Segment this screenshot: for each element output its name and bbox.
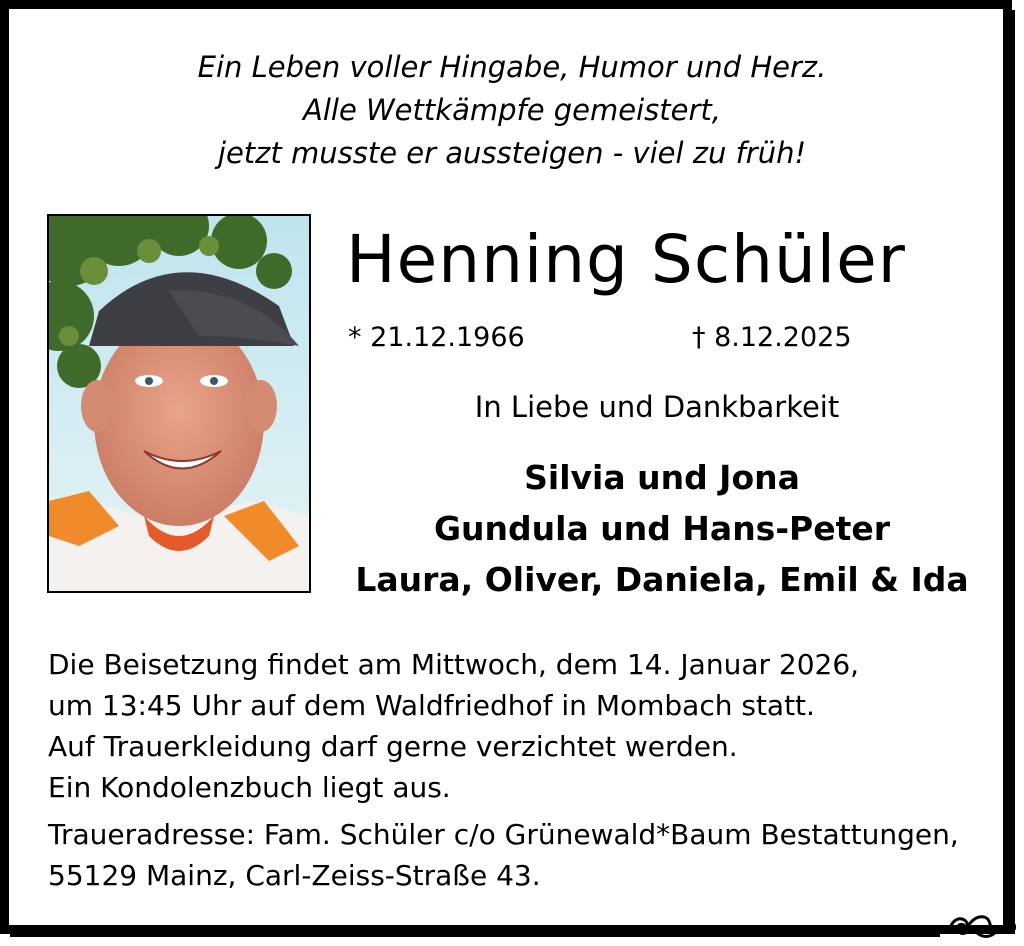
info-line: Die Beisetzung findet am Mittwoch, dem 14. Januar 2026, <box>48 648 860 681</box>
quote-line: jetzt musste er aussteigen - viel zu früh! <box>217 136 807 170</box>
birth-date: * 21.12.1966 <box>348 322 525 353</box>
mourning-address <box>48 814 959 896</box>
dedication-text: In Liebe und Dankbarkeit <box>474 390 840 424</box>
quote-line: Ein Leben voller Hingabe, Humor und Herz. <box>197 50 827 84</box>
info-line: um 13:45 Uhr auf dem Waldfriedhof in Mombach statt. <box>48 689 815 722</box>
info-line: Ein Kondolenzbuch liegt aus. <box>48 771 451 804</box>
info-line: Auf Trauerkleidung darf gerne verzichtet werden. <box>48 730 738 763</box>
mourner-line: Silvia und Jona <box>524 458 800 497</box>
funeral-info <box>48 644 859 808</box>
quote-line: Alle Wettkämpfe gemeistert, <box>303 93 721 127</box>
address-line: 55129 Mainz, Carl-Zeiss-Straße 43. <box>48 859 541 892</box>
address-line: Traueradresse: Fam. Schüler c/o Grünewald*Baum Bestattungen, <box>48 818 959 851</box>
mourners-list <box>340 452 984 605</box>
deceased-name: Henning Schüler <box>346 221 906 298</box>
portrait-image <box>49 216 309 591</box>
mourner-line: Laura, Oliver, Daniela, Emil & Ida <box>355 560 969 599</box>
memorial-quote <box>20 46 1004 175</box>
portrait-photo <box>47 214 311 593</box>
death-date: † 8.12.2025 <box>692 322 852 353</box>
mourner-line: Gundula und Hans-Peter <box>433 509 891 548</box>
flourish-ornament-icon <box>946 910 1018 940</box>
